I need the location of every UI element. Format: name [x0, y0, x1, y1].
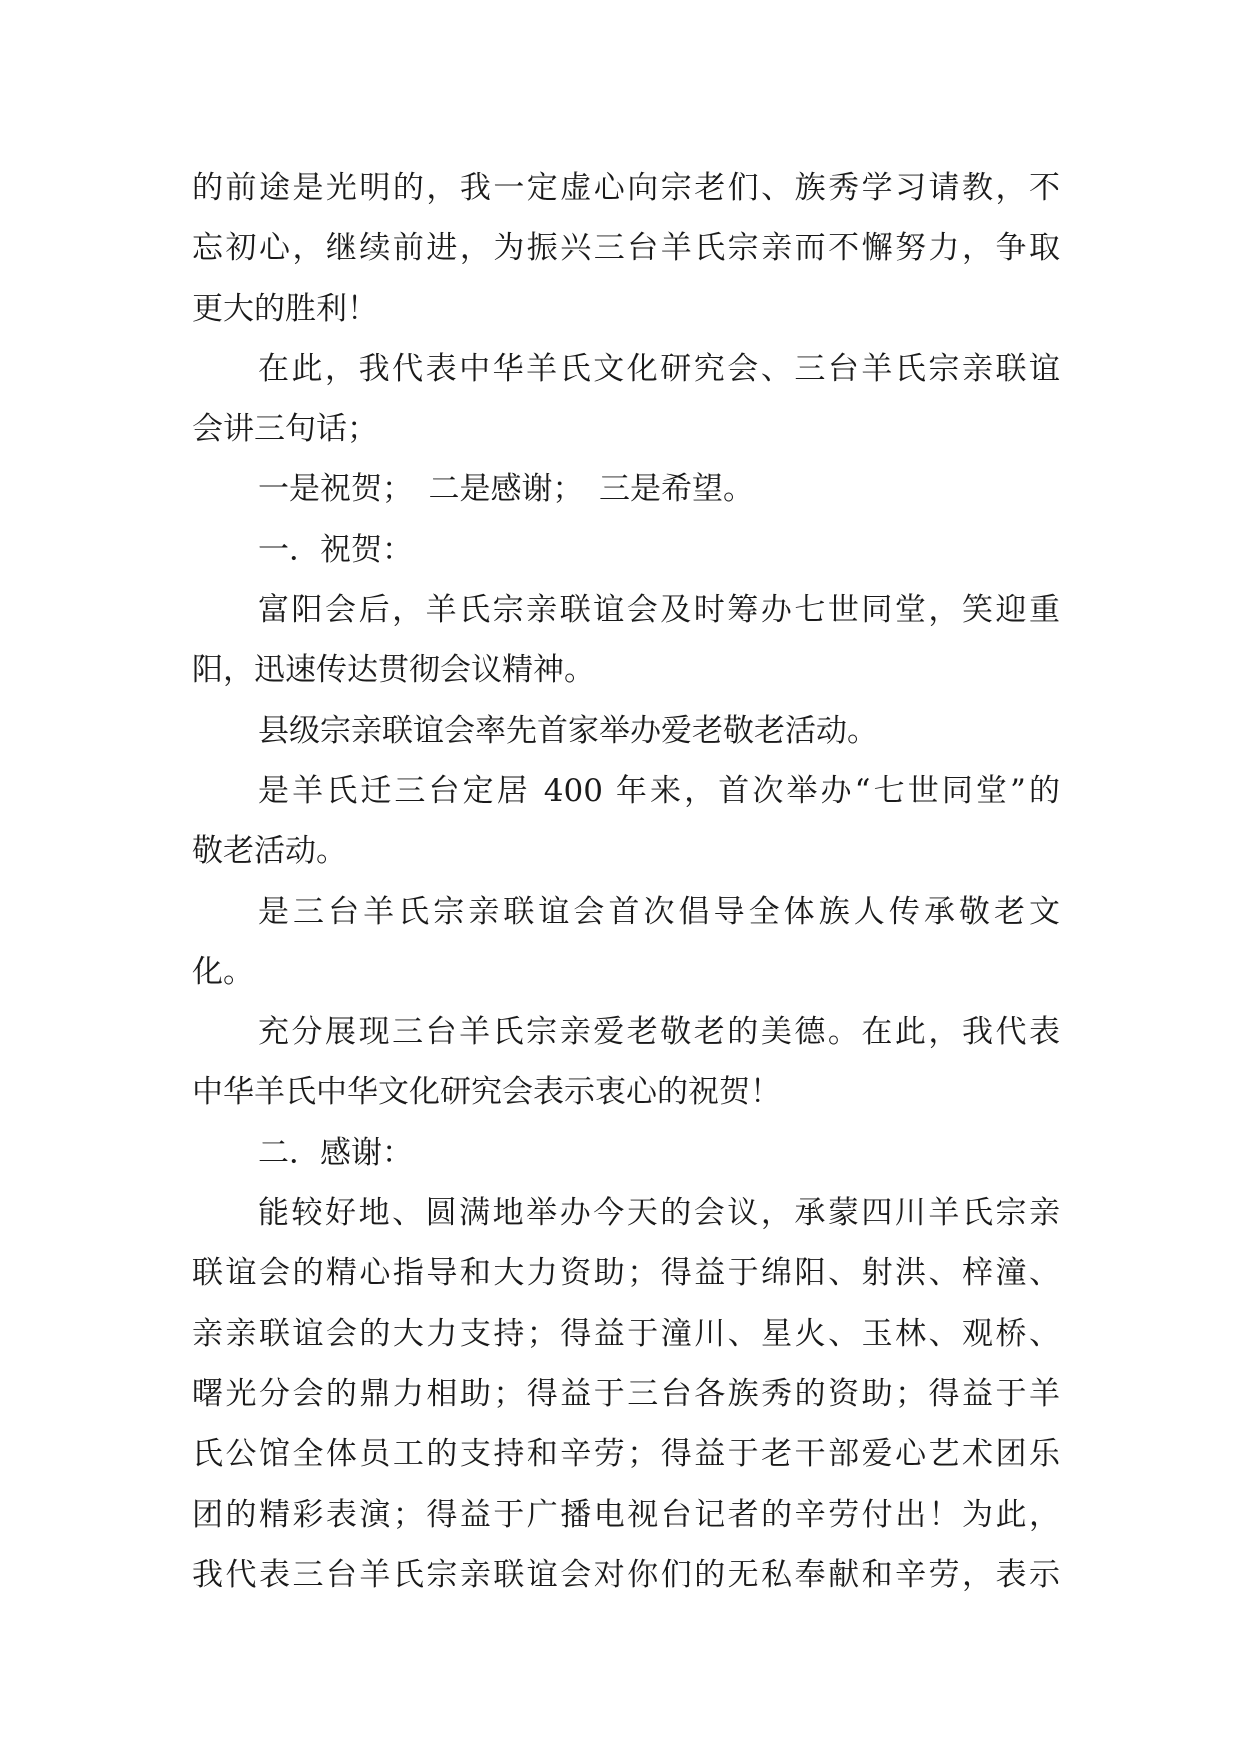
text-line-14: 化。 [192, 953, 254, 990]
text-line-1: 的前途是光明的，我一定虚心向宗老们、族秀学习请教，不 [192, 170, 1060, 206]
section-heading-congratulation: 一．祝贺： [258, 531, 413, 568]
text-line-10: 县级宗亲联谊会率先首家举办爱老敬老活动。 [258, 712, 878, 749]
section-heading-thanks: 二．感谢： [258, 1134, 413, 1171]
text-line-21: 曙光分会的鼎力相助；得益于三台各族秀的资助；得益于羊 [192, 1375, 1060, 1412]
text-line-12: 敬老活动。 [192, 833, 347, 870]
text-line-9: 阳，迅速传达贯彻会议精神。 [192, 652, 595, 689]
text-line-20: 亲亲联谊会的大力支持；得益于潼川、星火、玉林、观桥、 [192, 1315, 1060, 1352]
text-line-6: 一是祝贺； 二是感谢； 三是希望。 [258, 471, 754, 508]
text-line-11: 是羊氏迁三台定居 400 年来，首次举办“七世同堂”的 [258, 772, 1060, 809]
text-line-3: 更大的胜利！ [192, 290, 378, 327]
text-line-24: 我代表三台羊氏宗亲联谊会对你们的无私奉献和辛劳，表示 [192, 1556, 1060, 1593]
text-line-16: 中华羊氏中华文化研究会表示衷心的祝贺！ [192, 1074, 781, 1111]
text-line-5: 会讲三句话； [192, 411, 378, 448]
document-body [192, 158, 1060, 1605]
text-line-23: 团的精彩表演；得益于广播电视台记者的辛劳付出！为此， [192, 1496, 1060, 1533]
text-line-4: 在此，我代表中华羊氏文化研究会、三台羊氏宗亲联谊 [258, 350, 1060, 387]
text-line-18: 能较好地、圆满地举办今天的会议，承蒙四川羊氏宗亲 [258, 1195, 1060, 1232]
text-line-19: 联谊会的精心指导和大力资助；得益于绵阳、射洪、梓潼、 [192, 1255, 1060, 1292]
text-line-13: 是三台羊氏宗亲联谊会首次倡导全体族人传承敬老文 [258, 893, 1060, 930]
text-line-22: 氏公馆全体员工的支持和辛劳；得益于老干部爱心艺术团乐 [192, 1436, 1060, 1473]
text-line-8: 富阳会后，羊氏宗亲联谊会及时筹办七世同堂，笑迎重 [258, 592, 1060, 629]
text-line-15: 充分展现三台羊氏宗亲爱老敬老的美德。在此，我代表 [258, 1014, 1060, 1051]
text-line-2: 忘初心，继续前进，为振兴三台羊氏宗亲而不懈努力，争取 [192, 230, 1060, 267]
